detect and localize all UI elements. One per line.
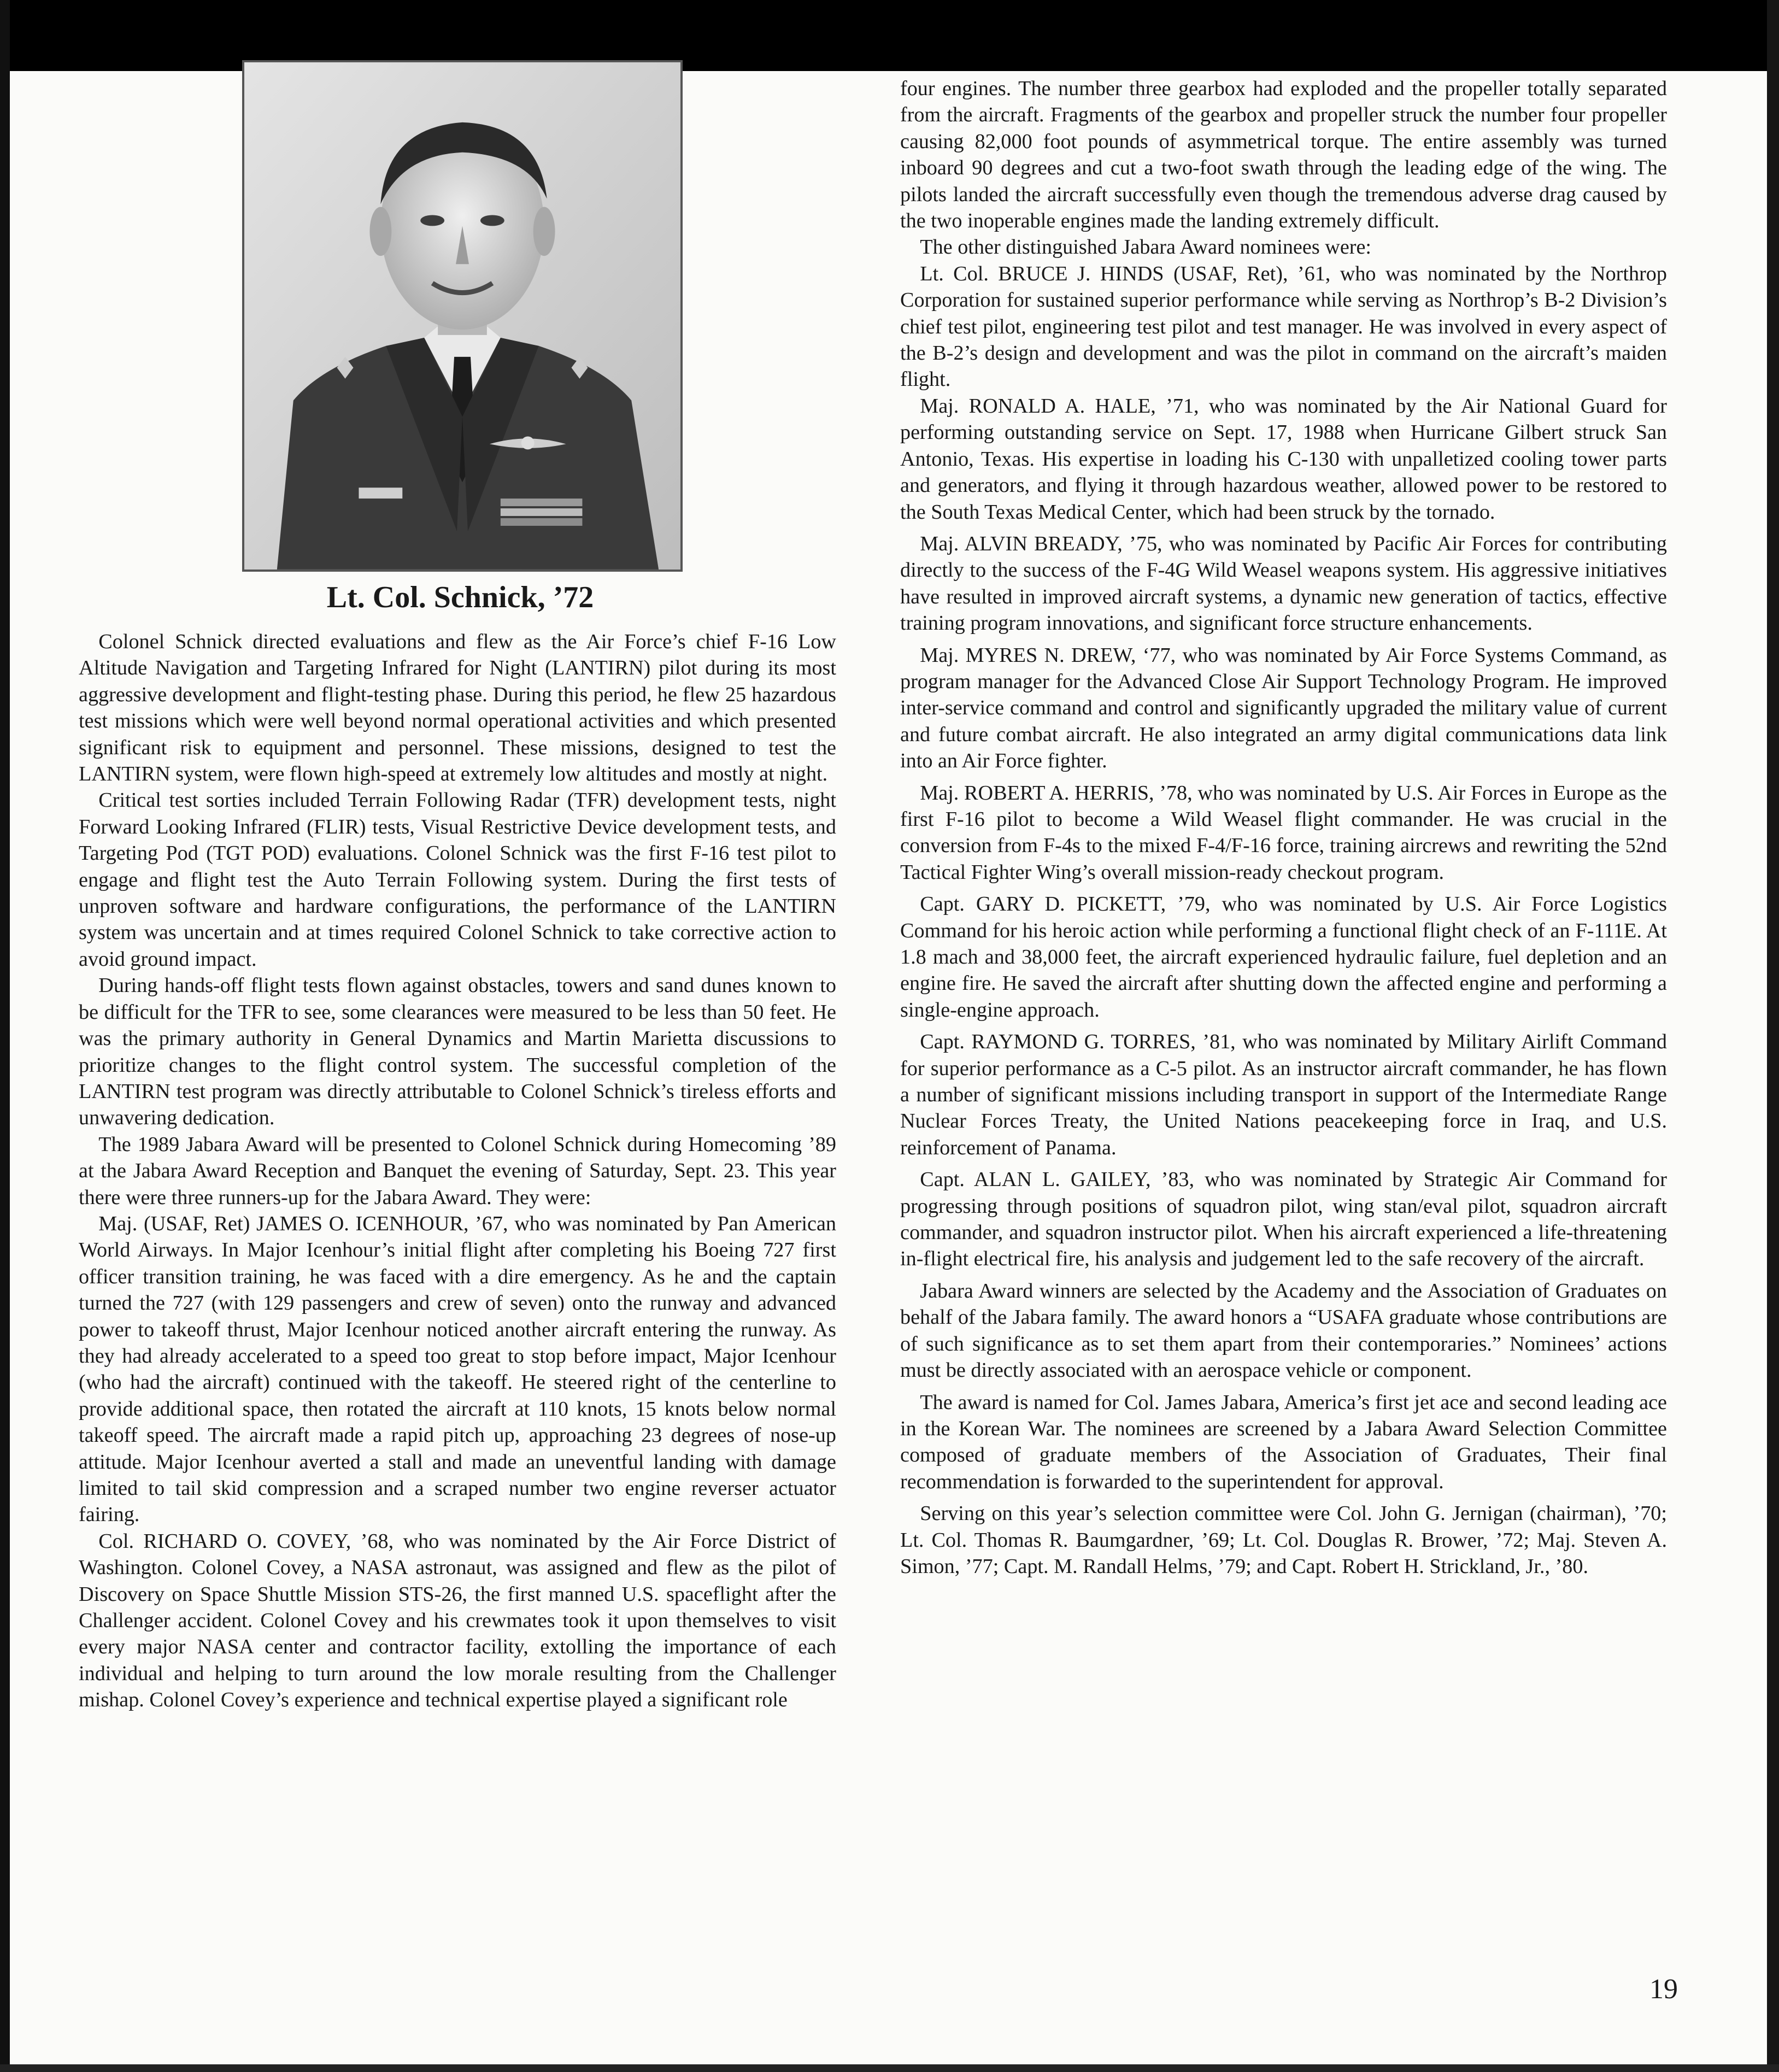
portrait-illustration: [244, 62, 680, 570]
paragraph: Col. RICHARD O. COVEY, ’68, who was nominated by the Air Force District of Washington. Colonel Covey, a NASA astronaut, was assigned and flew as the pilot of Discovery on Space Shuttle Mission STS-26, the first manned U.S. spaceflight after the Challenger accident. Colonel Covey and his crewmates took it upon themselves to visit every major NASA center and contractor facility, extolling the importance of each individual and helping to turn around the low morale resulting from the Challenger mishap. Colonel Covey’s experience and technical expertise played a significant role: [79, 1529, 836, 1712]
scan-right-edge: [1767, 0, 1779, 2072]
paragraph: Capt. RAYMOND G. TORRES, ’81, who was nominated by Military Airlift Command for superior performance as a C-5 pilot. As an instructor aircraft commander, he has flown a number of significant missions including transport in support of the Intermediate Range Nuclear Forces Treaty, the United Nations peacekeeping force in Iraq, and U.S. reinforcement of Panama.: [900, 1030, 1667, 1159]
paragraph: Maj. (USAF, Ret) JAMES O. ICENHOUR, ’67, who was nominated by Pan American World Airways. In Major Icenhour’s initial flight after completing his Boeing 727 first officer transition training, he was faced with a dire emergency. As he and the captain turned the 727 (with 129 passengers and crew of seven) onto the runway and advanced power to takeoff thrust, Major Icenhour noticed another aircraft entering the runway. As they had already accelerated to a speed too great to stop before impact, Major Icenhour (who had the aircraft) continued with the takeoff. He steered right of the centerline to provide additional space, then rotated the aircraft at 110 knots, 15 knots below normal takeoff speed. The aircraft made a rapid pitch up, approaching 23 degrees of nose-up attitude. Major Icenhour averted a stall and made an uneventful landing with damage limited to tail skid compression and a scraped number two engine reverser actuator fairing.: [79, 1212, 836, 1527]
paragraph: four engines. The number three gearbox had exploded and the propeller totally separated from the aircraft. Fragments of the gearbox and propeller struck the number four propeller causing 82,000 foot pounds of asymmetrical torque. The entire assembly was turned inboard 90 degrees and cut a two-foot swath through the leading edge of the wing. The pilots landed the aircraft successfully even though the tremendous adverse drag caused by the two inoperable engines made the landing extremely difficult.: [900, 77, 1667, 233]
paragraph: The 1989 Jabara Award will be presented to Colonel Schnick during Homecoming ’89 at the Jabara Award Reception and Banquet the evening of Saturday, Sept. 23. This year there were three runners-up for the Jabara Award. They were:: [79, 1132, 836, 1209]
paragraph: Maj. ALVIN BREADY, ’75, who was nominated by Pacific Air Forces for contributing directly to the success of the F-4G Wild Weasel weapons system. His aggressive initiatives have resulted in improved aircraft systems, a dynamic new generation of tactics, effective training program innovations, and significant force structure enhancements.: [900, 532, 1667, 635]
scan-bottom-edge: [0, 2064, 1779, 2072]
paragraph: Capt. ALAN L. GAILEY, ’83, who was nominated by Strategic Air Command for progressing through positions of squadron pilot, wing stan/eval pilot, squadron aircraft commander, and squadron instructor pilot. When his aircraft experienced a life-threatening in-flight electrical fire, his analysis and judgement led to the safe recovery of the aircraft.: [900, 1168, 1667, 1271]
paragraph: Jabara Award winners are selected by the Academy and the Association of Graduates on behalf of the Jabara family. The award honors a “USAFA graduate whose contributions are of such significance as to set them apart from their contemporaries.” Nominees’ actions must be directly associated with an aerospace vehicle or component.: [900, 1279, 1667, 1382]
paragraph: During hands-off flight tests flown against obstacles, towers and sand dunes known to be difficult for the TFR to see, some clearances were measured to be less than 50 feet. He was the primary authority in General Dynamics and Martin Marietta discussions to prioritize changes to the flight control system. The successful completion of the LANTIRN test program was directly attributable to Colonel Schnick’s tireless efforts and unwavering dedication.: [79, 974, 836, 1130]
paragraph: Maj. ROBERT A. HERRIS, ’78, who was nominated by U.S. Air Forces in Europe as the first F-16 pilot to become a Wild Weasel flight commander. He was crucial in the conversion from F-4s to the mixed F-4/F-16 force, training aircrews and rewriting the 52nd Tactical Fighter Wing’s overall mission-ready checkout program.: [900, 781, 1667, 884]
page-number: 19: [1649, 1974, 1678, 2005]
paragraph: The other distinguished Jabara Award nominees were:: [920, 236, 1372, 259]
paragraph: Serving on this year’s selection committee were Col. John G. Jernigan (chairman), ’70; Lt. Col. Thomas R. Baumgardner, ’69; Lt. Col. Douglas R. Brower, ’72; Maj. Steven A. Simon, ’77; Capt. M. Randall Helms, ’79; and Capt. Robert H. Strickland, Jr., ’80.: [900, 1502, 1667, 1578]
paragraph: Maj. RONALD A. HALE, ’71, who was nominated by the Air National Guard for performing outstanding service on Sept. 17, 1988 when Hurricane Gilbert struck San Antonio, Texas. His expertise in loading his C-130 with unpalletized cooling tower parts and generators, and flying it through hazardous weather, allowed power to be restored to the South Texas Medical Center, which had been struck by the tornado.: [900, 394, 1667, 524]
paragraph: Maj. MYRES N. DREW, ‘77, who was nominated by Air Force Systems Command, as program manager for the Advanced Close Air Support Technology Program. He improved inter-service command and control and significantly upgraded the military value of current and future combat aircraft. He also integrated an army digital communications data link into an Air Force fighter.: [900, 643, 1667, 773]
paragraph: Colonel Schnick directed evaluations and flew as the Air Force’s chief F-16 Low Altitude Navigation and Targeting Infrared for Night (LANTIRN) pilot during its most aggressive development and flight-testing phase. During this period, he flew 25 hazardous test missions which were well beyond normal operational activities and which presented significant risk to equipment and personnel. These missions, designed to test the LANTIRN system, were flown high-speed at extremely low altitudes and mostly at night.: [79, 630, 836, 786]
paragraph: Capt. GARY D. PICKETT, ’79, who was nominated by U.S. Air Force Logistics Command for his heroic action while performing a functional flight check of an F-111E. At 1.8 mach and 38,000 feet, the aircraft experienced hydraulic failure, fuel depletion and an engine fire. He saved the aircraft after shutting down the affected engine and performing a single-engine approach.: [900, 893, 1667, 1022]
right-column: [900, 75, 1667, 1945]
portrait-photo: [242, 60, 683, 572]
paragraph: The award is named for Col. James Jabara, America’s first jet ace and second leading ace in the Korean War. The nominees are screened by a Jabara Award Selection Committee composed of graduate members of the Association of Graduates, Their final recommendation is forwarded to the superintendent for approval.: [900, 1390, 1667, 1493]
paragraph: Critical test sorties included Terrain Following Radar (TFR) development tests, night Forward Looking Infrared (FLIR) tests, Visual Restrictive Device development tests, and Targeting Pod (TGT POD) evaluations. Colonel Schnick was the first F-16 test pilot to engage and flight test the Auto Terrain Following system. During the first tests of unproven software and hardware configurations, the performance of the LANTIRN system was uncertain and at times required Colonel Schnick to take corrective action to avoid ground impact.: [79, 789, 836, 971]
left-column: [79, 629, 836, 1957]
scan-left-edge: [0, 0, 10, 2072]
paragraph: Lt. Col. BRUCE J. HINDS (USAF, Ret), ’61, who was nominated by the Northrop Corporation for sustained superior performance while serving as Northrop’s B-2 Division’s chief test pilot, engineering test pilot and test manager. He was involved in every aspect of the B-2’s design and development and was the pilot in command on the aircraft’s maiden flight.: [900, 262, 1667, 391]
photo-caption: Lt. Col. Schnick, ’72: [326, 580, 594, 614]
